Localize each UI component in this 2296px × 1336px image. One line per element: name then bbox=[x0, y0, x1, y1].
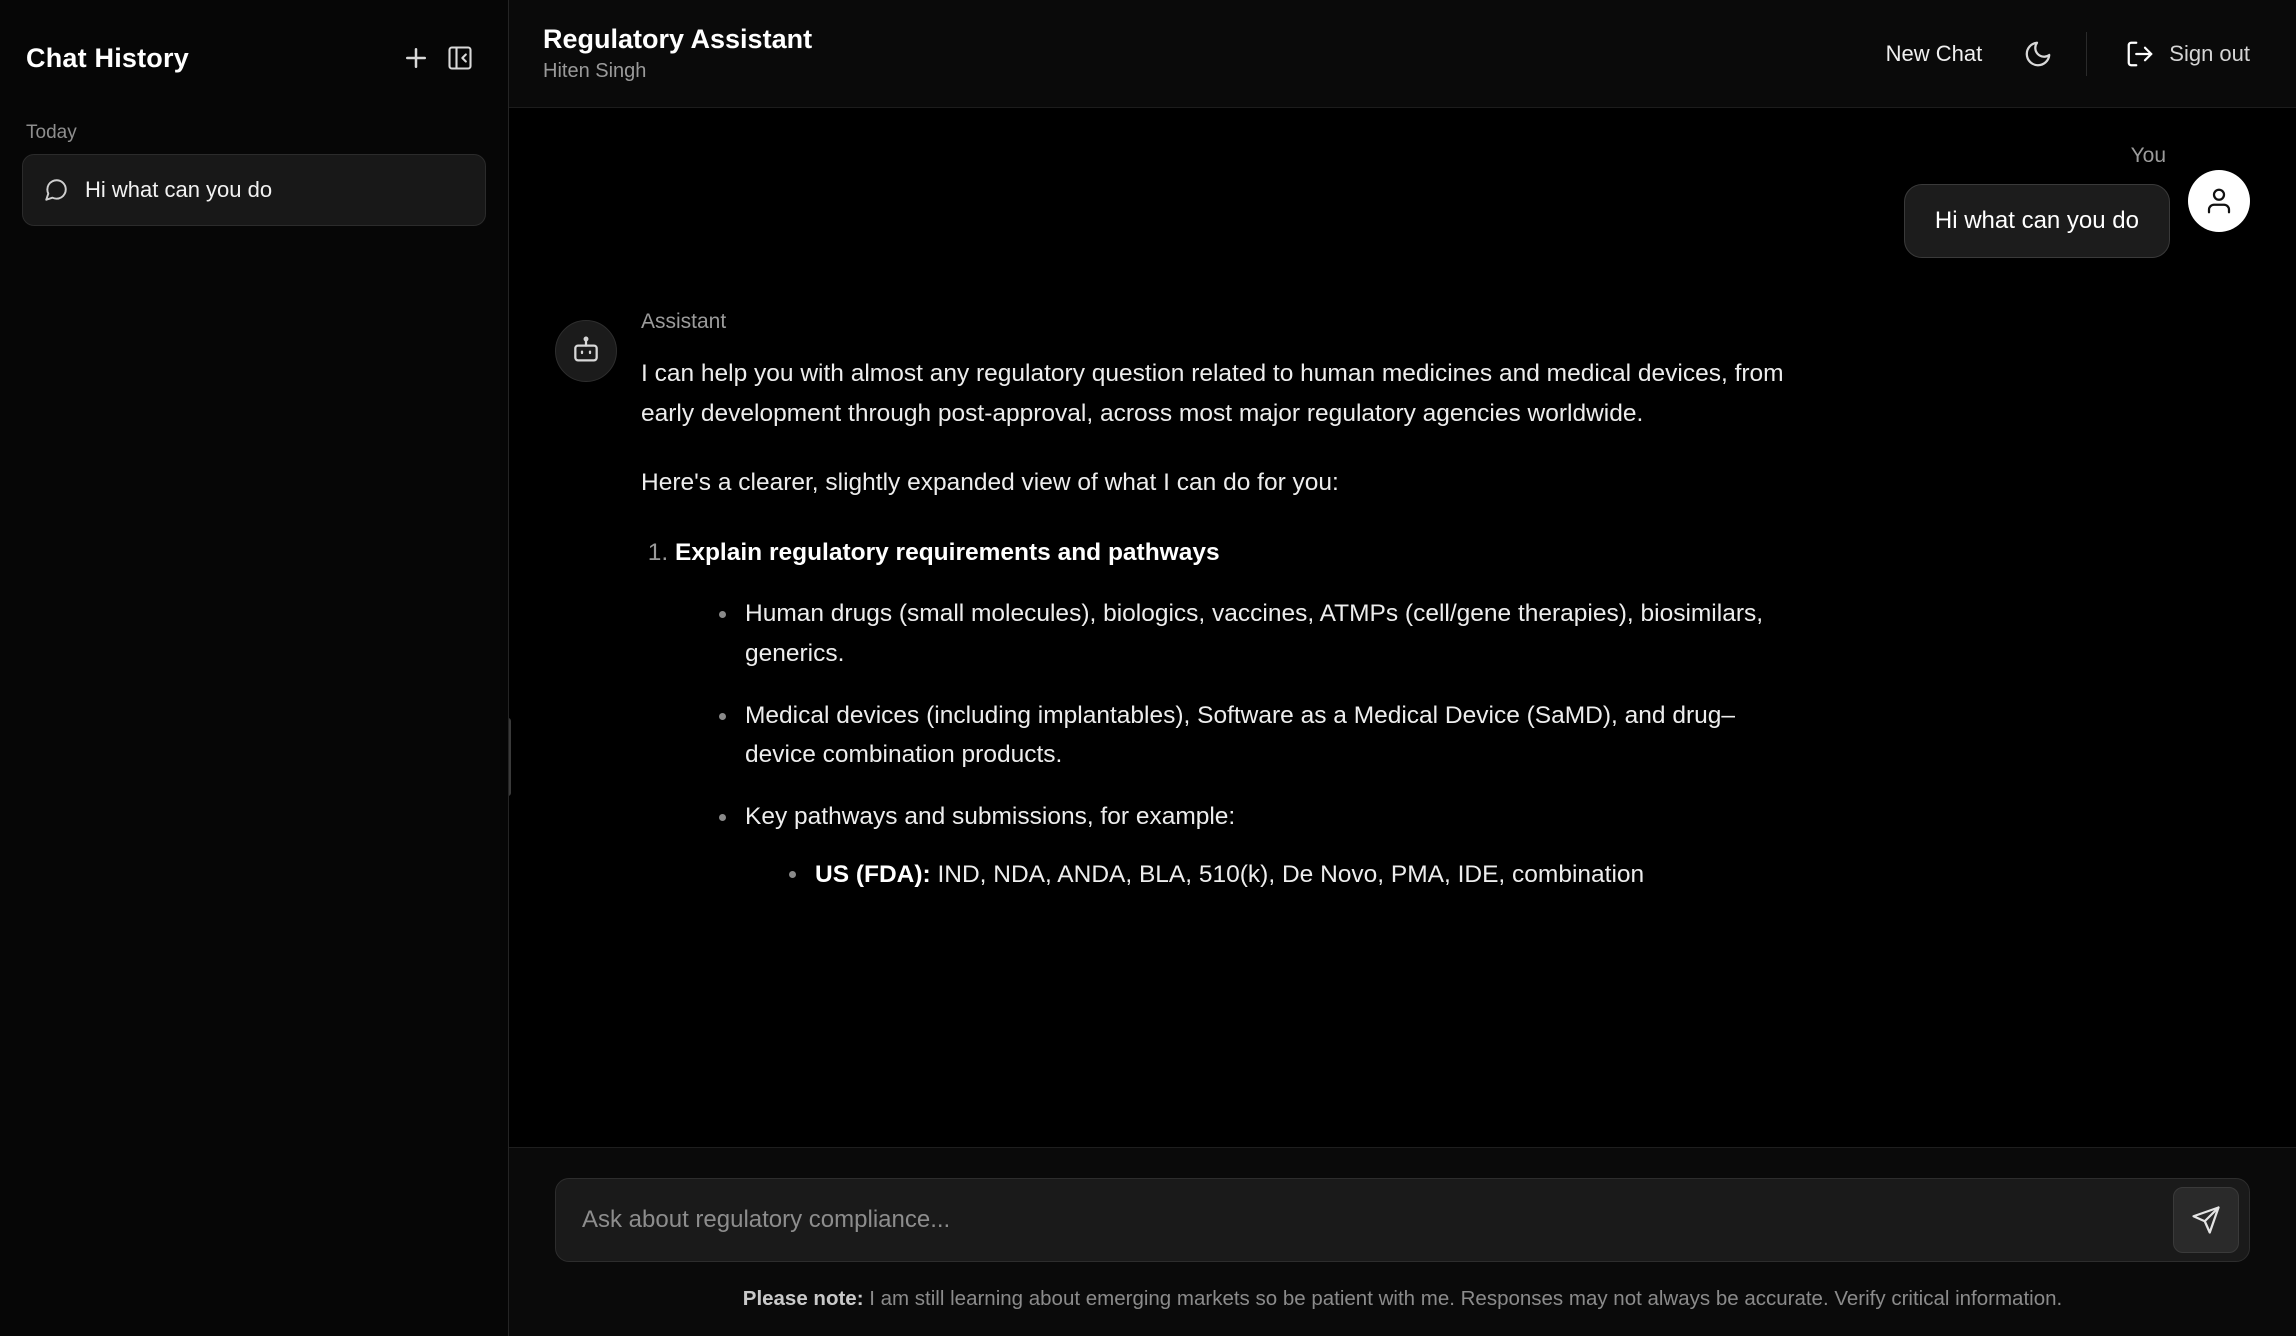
moon-icon[interactable] bbox=[2016, 32, 2060, 76]
bot-icon bbox=[555, 320, 617, 382]
numbered-item-heading: Explain regulatory requirements and pathways bbox=[675, 539, 1220, 567]
list-item bbox=[785, 855, 1801, 894]
sidebar-collapse-button[interactable] bbox=[438, 36, 482, 80]
sub-bullet-label: US (FDA): bbox=[815, 860, 931, 888]
chat-item-label: Hi what can you do bbox=[85, 177, 273, 202]
sidebar bbox=[0, 0, 509, 1336]
list-item: Human drugs (small molecules), biologics, vaccines, ATMPs (cell/gene therapies), biosimilars, generics. bbox=[715, 594, 1801, 673]
message-square-icon bbox=[43, 177, 69, 203]
topbar-actions bbox=[1870, 31, 2262, 77]
user-role-label: You bbox=[2130, 144, 2166, 167]
sidebar-section-today: Today bbox=[26, 122, 77, 143]
disclaimer-text: I am still learning about emerging markets so be patient with me. Responses may not always be accurate. Verify critical information. bbox=[863, 1287, 2063, 1311]
assistant-bullet-list bbox=[715, 594, 1801, 894]
topbar bbox=[509, 0, 2296, 108]
list-item bbox=[715, 797, 1801, 894]
list-item[interactable] bbox=[22, 154, 486, 226]
list-item bbox=[675, 533, 1801, 894]
sign-out-label: Sign out bbox=[2169, 40, 2250, 66]
composer[interactable] bbox=[555, 1178, 2250, 1262]
composer-area bbox=[509, 1147, 2296, 1336]
assistant-numbered-list bbox=[675, 533, 1801, 894]
assistant-paragraph-1: I can help you with almost any regulatory question related to human medicines and medical devices, from early development through post-approval, across most major regulatory agencies worldwide. bbox=[641, 360, 1784, 427]
conversation-messages bbox=[509, 144, 2296, 916]
user-message-bubble: Hi what can you do bbox=[1904, 184, 2170, 258]
user-name: Hiten Singh bbox=[543, 60, 647, 83]
sign-out-button[interactable] bbox=[2113, 31, 2262, 77]
user-message bbox=[555, 144, 2250, 258]
assistant-role-label: Assistant bbox=[641, 310, 727, 333]
send-icon bbox=[2191, 1205, 2221, 1235]
toolbar-divider bbox=[2086, 32, 2087, 76]
logout-icon bbox=[2125, 39, 2155, 69]
sidebar-header bbox=[0, 0, 508, 108]
page-title: Regulatory Assistant bbox=[543, 23, 813, 54]
new-chat-button[interactable]: New Chat bbox=[1870, 31, 1999, 77]
assistant-message-body bbox=[641, 310, 1801, 916]
user-icon bbox=[2188, 170, 2250, 232]
conversation-scroll-area[interactable] bbox=[509, 108, 2296, 1147]
assistant-paragraph-2: Here's a clearer, slightly expanded view of what I can do for you: bbox=[641, 469, 1339, 497]
new-chat-plus-button[interactable] bbox=[394, 36, 438, 80]
main-panel bbox=[509, 0, 2296, 1336]
bullet-text: Key pathways and submissions, for example: bbox=[745, 803, 1236, 830]
disclaimer bbox=[555, 1284, 2250, 1314]
send-button[interactable] bbox=[2173, 1187, 2239, 1253]
chat-history-list bbox=[0, 154, 508, 226]
topbar-titles bbox=[543, 23, 1870, 85]
user-message-column bbox=[1904, 144, 2170, 258]
assistant-message bbox=[555, 310, 2250, 916]
sidebar-title: Chat History bbox=[26, 42, 189, 73]
conversation-scrollbar[interactable] bbox=[509, 718, 511, 796]
assistant-sub-bullet-list bbox=[785, 855, 1801, 894]
list-item: Medical devices (including implantables), Software as a Medical Device (SaMD), and drug–device combination products. bbox=[715, 696, 1801, 775]
disclaimer-strong: Please note: bbox=[742, 1287, 864, 1311]
sub-bullet-text: IND, NDA, ANDA, BLA, 510(k), De Novo, PMA, IDE, combination bbox=[937, 860, 1645, 888]
chat-input[interactable] bbox=[582, 1206, 2173, 1234]
